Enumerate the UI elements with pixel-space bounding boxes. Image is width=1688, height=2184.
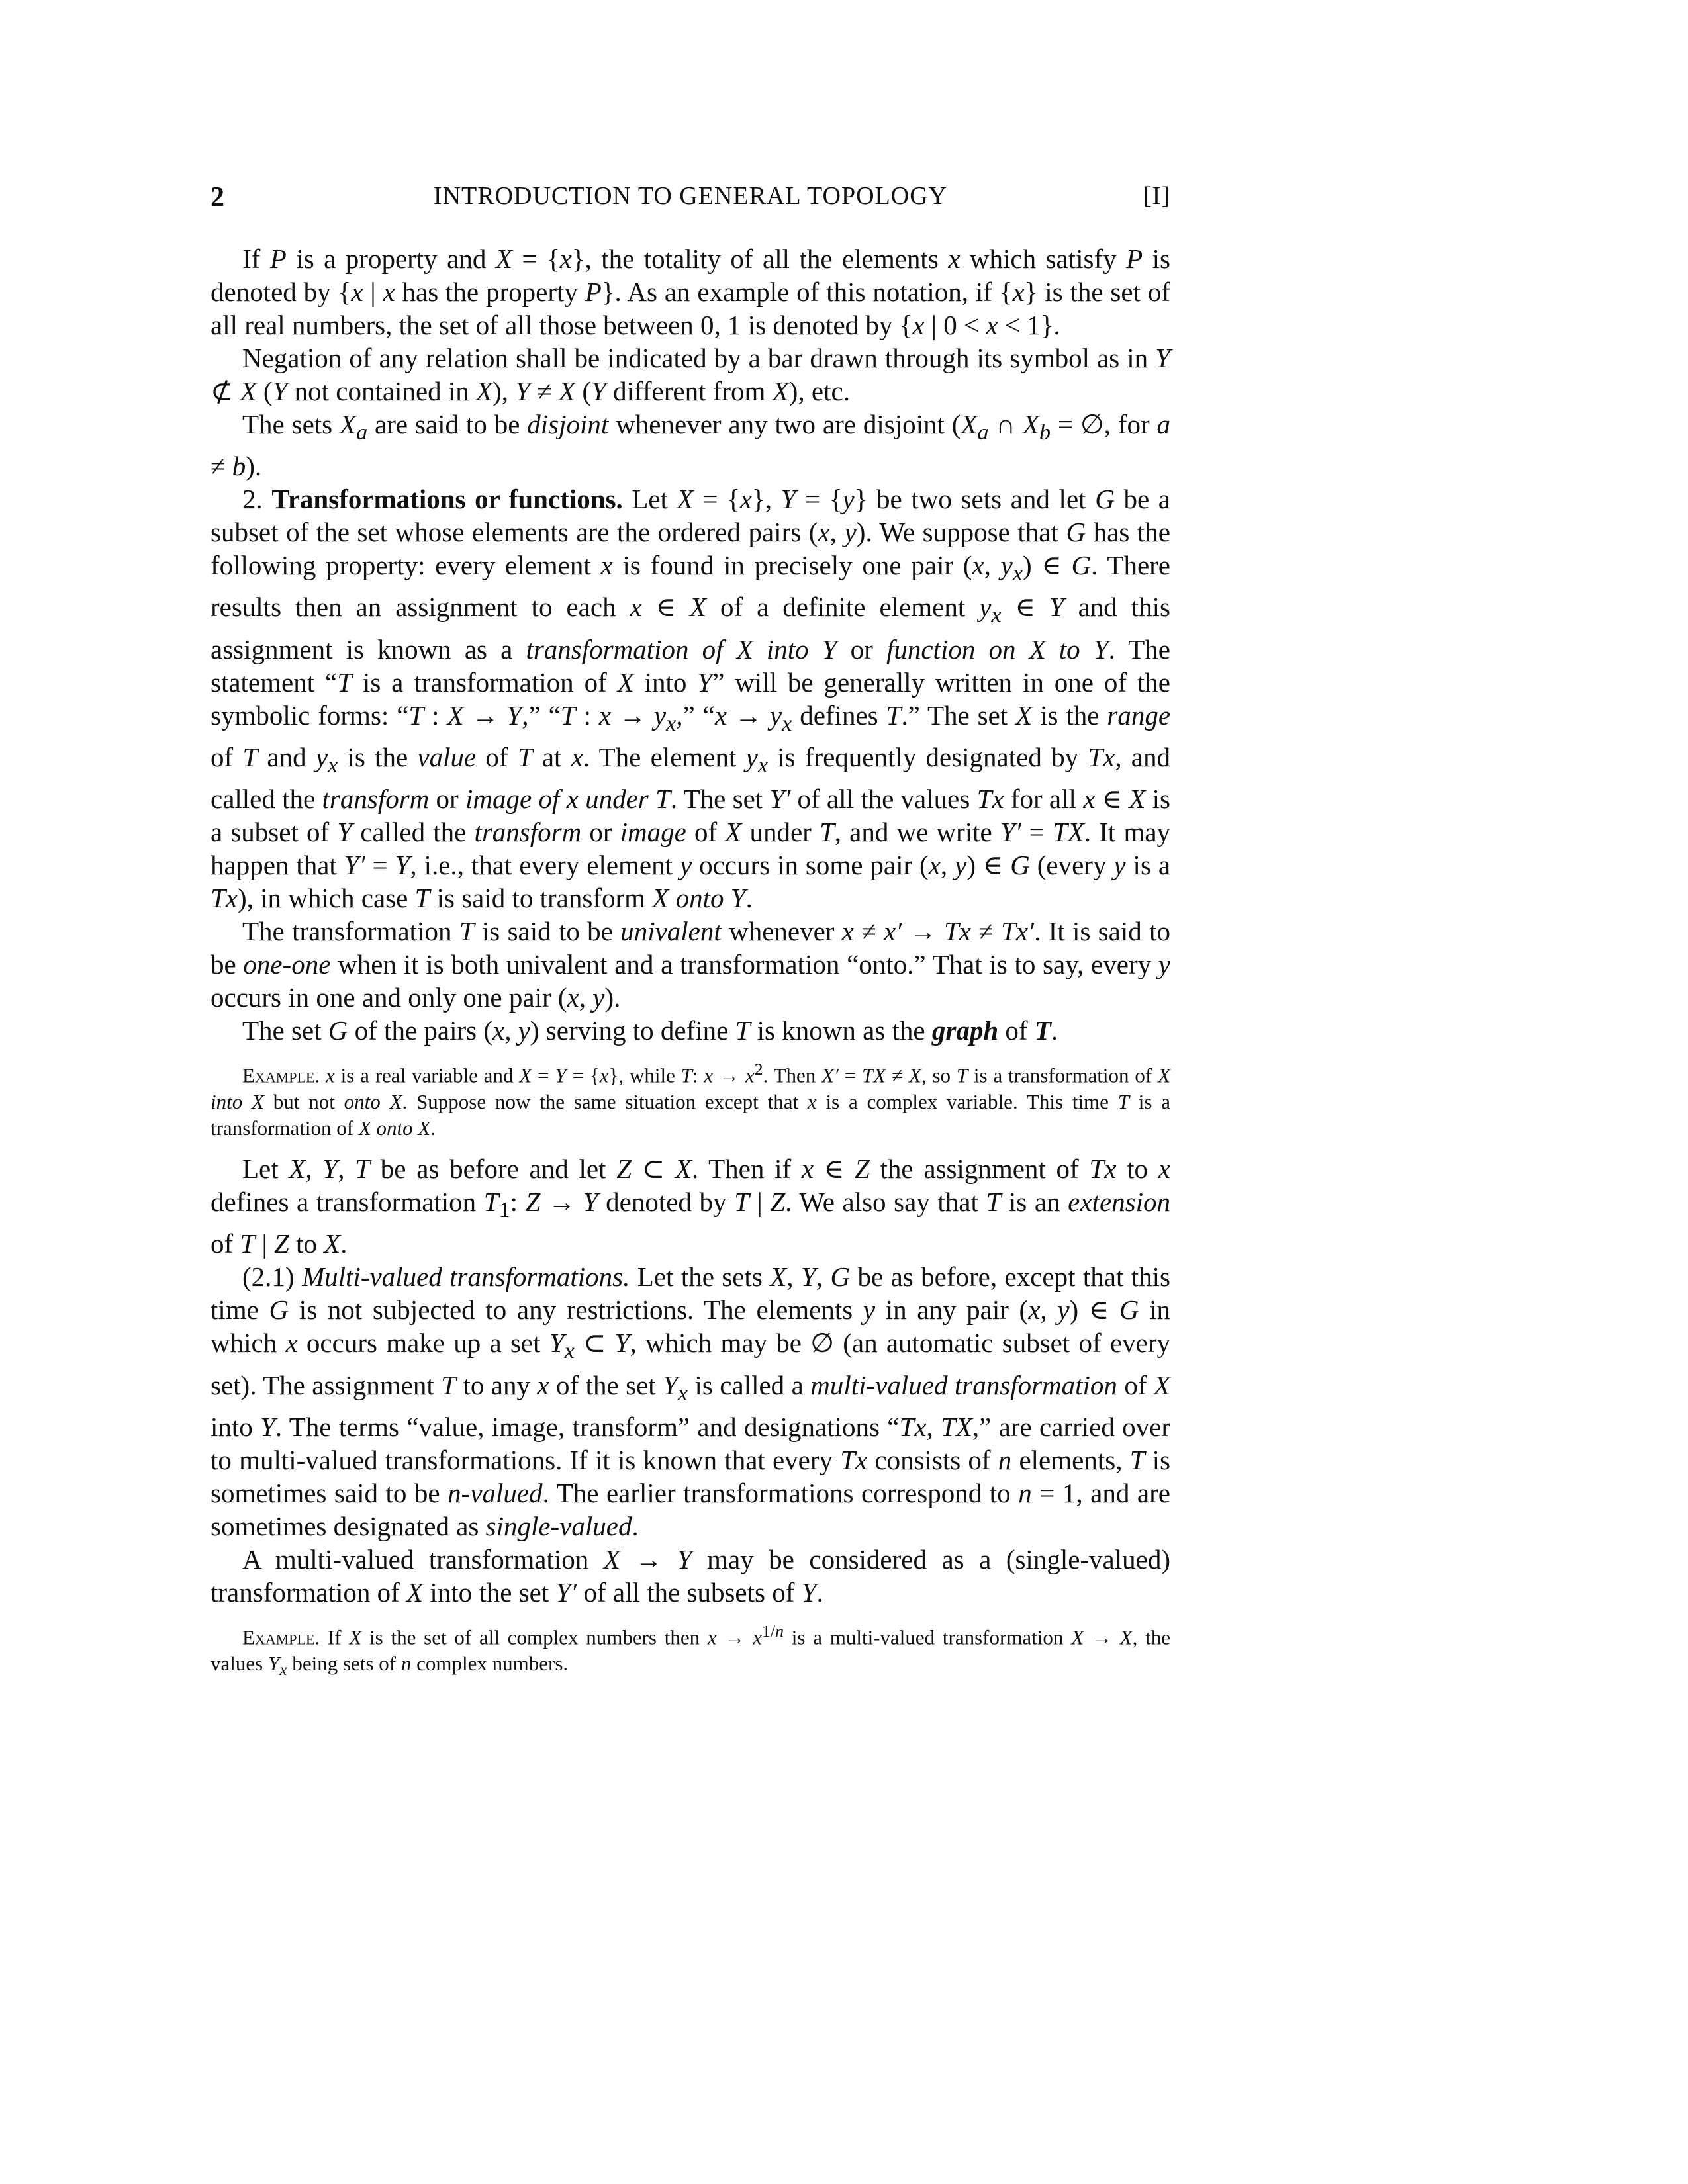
text-run: X [418, 1116, 431, 1140]
page-header [211, 181, 1170, 221]
text-run: T [680, 1064, 692, 1087]
text-run: X [725, 816, 742, 847]
text-run: x [492, 1015, 505, 1046]
text-run: T [1034, 1015, 1051, 1046]
text-run: X [240, 376, 257, 406]
text-run: X [349, 1625, 362, 1649]
text-run: Z [770, 1187, 786, 1218]
text-run: Y [614, 1328, 630, 1359]
text-run: Y [549, 1328, 565, 1359]
text-run: x [928, 849, 941, 880]
text-run: x [991, 603, 1002, 628]
text-run: x [753, 1625, 762, 1649]
text-run: Y [337, 816, 353, 847]
text-run: n [998, 1444, 1012, 1475]
text-run: x [757, 752, 768, 778]
text-run: G [830, 1261, 851, 1293]
text-run: Tx [840, 1444, 868, 1475]
text-run: T [337, 666, 353, 698]
text-run: x [600, 550, 613, 581]
text-run: y [1158, 948, 1171, 979]
paragraph: If P is a property and X = {x}, the totality of all the elements x which satisfy P is denoted by {x | x has the property P}. As an example of this notation, if {x} is the set of all real numbers, the set of all those between 0, 1 is denoted by {x | 0 < x < 1}. [211, 244, 1170, 340]
text-run: Example. [242, 1625, 320, 1649]
text-run: y [955, 849, 967, 880]
text-run: X′ [821, 1064, 839, 1087]
text-run: T [459, 915, 475, 946]
text-run: b [1039, 420, 1051, 445]
text-run: Y [322, 1154, 338, 1185]
paragraph: Let X, Y, T be as before and let Z ⊂ X. Then if x ∈ Z the assignment of Tx to x defines a transformation $T_1$: Z → Y denoted by T | Z. We also say that T is an extension of T | Z to X. [211, 1154, 1171, 1259]
text-run: a [356, 420, 368, 445]
paragraph: A multi-valued transformation X → Y may be considered as a (single-valued) transformation of X into the set Y′ of all the subsets of Y. [211, 1543, 1170, 1608]
text-run: T [242, 741, 258, 772]
text-run: 1/ [761, 1621, 776, 1641]
text-run: T [819, 816, 835, 847]
text-run: G [269, 1295, 289, 1326]
paragraph: (2.1) Multi-valued transformations. Let the sets X, Y, G be as before, except that this time G is not subjected to any restrictions. The elements y in any pair (x, y) ∈ G in which x occurs make up a set $Y_x$ ⊂ Y, which may be ∅ (an automatic subset of every set). The assignment T to any x of the set $Y_x$ is called a multi-valued transformation of X into Y. The terms “value, image, transform” and designations “Tx, TX,” are carried over to multi-valued transformations. If it is known that every Tx consists of n elements, T is sometimes said to be n-valued. The earlier transformations correspond to n = 1, and are sometimes designated as single-valued. [211, 1261, 1171, 1541]
text-run: X [603, 1543, 620, 1574]
text-run: x [818, 517, 830, 548]
text-run: P [269, 244, 287, 274]
text-run: x [1012, 277, 1025, 307]
text-run: transform [322, 783, 430, 814]
paragraph: The set G of the pairs (x, y) serving to define T is known as the graph of T. [242, 1015, 1058, 1046]
text-run: Z [273, 1228, 289, 1259]
text-run: Multi-valued transformations. [301, 1261, 630, 1293]
text-run: x [559, 244, 572, 274]
paragraph: Negation of any relation shall be indicated by a bar drawn through its symbol as in Y ⊄ X (Y not contained in X), Y ≠ X (Y different from X), etc. [211, 343, 1170, 406]
text-run: x [285, 1328, 298, 1359]
text-run: Tx [943, 915, 971, 946]
text-run: function on X to Y [886, 633, 1109, 664]
text-run: Tx [976, 783, 1004, 814]
text-run: disjoint [527, 409, 609, 439]
text-run: x [704, 1064, 714, 1087]
example-paragraph: Example. x is a real variable and X = Y = {x}, while T: $x \to x^2$. Then X′ = TX ≠ X, so T is a transformation of X into X but not onto X. Suppose now the same situation except that x is a complex variable. This time T is a transformation of X onto X. [211, 1059, 1171, 1140]
text-run: Y [515, 376, 531, 406]
text-run: G [1071, 550, 1092, 581]
text-run: T [956, 1064, 968, 1087]
text-run: y [518, 1015, 530, 1046]
text-run: n [400, 1652, 412, 1676]
text-run: T [1129, 1444, 1145, 1475]
running-title: INTRODUCTION TO GENERAL TOPOLOGY [433, 182, 948, 210]
text-run: x [599, 1064, 609, 1087]
text-run: T [560, 700, 576, 731]
example-paragraph: Example. If X is the set of all complex numbers then $x \to x^{1/n}$ is a multi-valued transformation X → X, the values $Y_x$ being sets of n complex numbers. [211, 1621, 1171, 1680]
text-run: extension [1068, 1187, 1171, 1218]
text-run: X [772, 376, 789, 406]
text-run: x [948, 244, 961, 274]
text-run: x [1083, 783, 1096, 814]
text-run: T [886, 700, 902, 731]
text-run: X [1119, 1625, 1133, 1649]
text-run: x [351, 277, 363, 307]
text-run: x [564, 1339, 575, 1364]
text-run: G [1119, 1295, 1139, 1326]
text-run: x [739, 484, 753, 515]
text-run: b [232, 451, 246, 482]
paragraph: The sets $X_a$ are said to be disjoint whenever any two are disjoint ($X_a$ ∩ $X_b$ = ∅, for a ≠ b). [211, 409, 1171, 482]
text-run: X [908, 1064, 921, 1087]
text-run: x [567, 981, 579, 1013]
text-run: x [279, 1660, 287, 1680]
text-run: x [807, 1090, 817, 1114]
text-run: x [972, 550, 984, 581]
text-run: y [842, 484, 855, 515]
text-run: X [1158, 1064, 1170, 1087]
text-run: Y′ [769, 783, 791, 814]
text-run: T [441, 1369, 457, 1400]
text-run: Y′ [344, 849, 365, 880]
text-run: Y [780, 484, 796, 515]
text-run: x [801, 1154, 814, 1185]
text-run: x [707, 1625, 717, 1649]
text-run: x [1028, 1295, 1041, 1326]
text-run: X [519, 1064, 532, 1087]
text-run: single-valued [485, 1510, 632, 1541]
text-run: T [240, 1228, 256, 1259]
text-run: X [447, 700, 464, 731]
text-run: Y [555, 1064, 567, 1087]
text-run: x [325, 1064, 335, 1087]
text-run: X [770, 1261, 787, 1293]
text-run: X [389, 1090, 402, 1114]
text-run: Y [272, 376, 288, 406]
text-run: multi-valued transformation [810, 1369, 1117, 1400]
text-run: T [986, 1187, 1002, 1218]
text-run: T [517, 741, 533, 772]
text-run: x [986, 310, 998, 340]
text-run: T [735, 1015, 751, 1046]
text-run: y [863, 1295, 876, 1326]
text-run: X [675, 1154, 692, 1185]
text-run: onto [675, 882, 724, 913]
text-run: graph [931, 1015, 999, 1046]
text-run: Y [506, 700, 522, 731]
text-run: x [666, 711, 677, 736]
text-run: X [1071, 1625, 1084, 1649]
text-run: x [537, 1369, 549, 1400]
text-run: X [476, 376, 493, 406]
text-run: X [1129, 783, 1146, 814]
text-run: x [745, 1064, 755, 1087]
text-run: transform [474, 816, 582, 847]
text-run: G [1066, 517, 1086, 548]
text-run: y [844, 517, 857, 548]
text-run: x [630, 592, 642, 623]
text-run: y [745, 741, 758, 772]
text-run: x′ [884, 915, 902, 946]
text-run: a [977, 420, 989, 445]
text-run: G [1010, 849, 1030, 880]
text-run: Tx [211, 882, 238, 913]
text-run: X [324, 1228, 341, 1259]
text-run: Y [800, 1261, 816, 1293]
paragraph: 2. Transformations or functions. Let X = {x}, Y = {y} be two sets and let G be a subset of the set whose elements are the ordered pairs (x, y). We suppose that G has the following property: every element x is found in precisely one pair (x, $y_x$) ∈ G. There results then an assignment to each x ∈ X of a definite element $y_x$ ∈ Y and this assignment is known as a transformation of X into Y or function on X to Y. The statement “T is a transformation of X into Y” will be generally written in one of the symbolic forms: “T : X → Y,” “T : $x \to y_x$,” “$x \to y_x$ defines T.” The set X is the range of T and $y_x$ is the value of T at x. The element $y_x$ is frequently designated by Tx, and called the transform or image of x under T. The set Y′ of all the values Tx for all x ∈ X is a subset of Y called the transform or image of X under T, and we write Y′ = TX. It may happen that Y′ = Y, i.e., that every element y occurs in some pair (x, y) ∈ G (every y is a Tx), in which case T is said to transform X onto Y. [211, 484, 1171, 913]
text-run: Y [677, 1543, 692, 1574]
text-run: X [690, 592, 707, 623]
text-run: y [1057, 1295, 1070, 1326]
text-run: y [592, 981, 605, 1013]
text-run: transformation of X into Y [526, 633, 837, 664]
text-run: X [495, 244, 512, 274]
text-run: Y [583, 1187, 598, 1218]
text-run: T [734, 1187, 749, 1218]
text-run: X [652, 882, 669, 913]
text-run: TX [941, 1411, 972, 1442]
text-run: G [328, 1015, 348, 1046]
text-run: image of x under T [465, 783, 671, 814]
text-run: P [1126, 244, 1143, 274]
text-run: X [289, 1154, 306, 1185]
text-run: range [1107, 700, 1171, 731]
text-run: Y [801, 1576, 817, 1608]
text-run: T [355, 1154, 371, 1185]
text-run: Y [663, 1369, 678, 1400]
text-run: 1 [498, 1198, 510, 1223]
text-run: y [769, 700, 782, 731]
text-run: TX [862, 1064, 886, 1087]
text-run: Transformations or functions. [271, 484, 623, 515]
text-run: y [1000, 550, 1013, 581]
text-run: Y [591, 376, 606, 406]
text-run: one-one [243, 948, 331, 979]
text-run: Z [525, 1187, 541, 1218]
text-run: Y [1155, 343, 1170, 373]
section-marker: [I] [1143, 182, 1170, 210]
text-run: x [714, 700, 727, 731]
text-run: TX [1053, 816, 1084, 847]
text-run: Tx [1089, 1154, 1117, 1185]
text-run: X [358, 1116, 371, 1140]
text-run: Y [1049, 592, 1064, 623]
paragraph: The transformation T is said to be univalent whenever x ≠ x′ → Tx ≠ Tx′. It is said to be one-one when it is both univalent and a transformation “onto.” That is to say, every y occurs in one and only one pair (x, y). [211, 915, 1171, 1013]
text-run: X [617, 666, 634, 698]
text-run: a [1156, 409, 1171, 439]
text-run: y [979, 592, 992, 623]
text-run: T [414, 882, 430, 913]
text-run: Y [697, 666, 713, 698]
text-run: x [383, 277, 395, 307]
text-run: 2 [754, 1059, 763, 1079]
text-run: G [1095, 484, 1115, 515]
text-run: T [1117, 1090, 1129, 1114]
text-run: univalent [620, 915, 722, 946]
text-run: X [406, 1576, 424, 1608]
text-run: n [1018, 1477, 1032, 1508]
text-run: n [775, 1621, 784, 1641]
text-run: T [408, 700, 424, 731]
text-run: Y′ [555, 1576, 577, 1608]
text-run: x [598, 700, 612, 731]
text-run: x [1012, 561, 1023, 586]
text-run: X [559, 376, 576, 406]
text-run: X [961, 409, 978, 439]
text-run: x [782, 711, 792, 736]
text-run: X [1022, 409, 1039, 439]
text-run: x [1158, 1154, 1170, 1185]
text-run: Y [395, 849, 410, 880]
text-run: X [1153, 1369, 1170, 1400]
text-run: onto [376, 1116, 413, 1140]
text-run: y [679, 849, 692, 880]
text-run: x [571, 741, 583, 772]
text-run: Y′ [1000, 816, 1021, 847]
text-run: X [340, 409, 357, 439]
text-run: x [677, 1381, 688, 1406]
page-number: 2 [211, 182, 225, 212]
text-run: value [417, 741, 477, 772]
text-run: Tx [1088, 741, 1115, 772]
text-run: x [912, 310, 925, 340]
body-text [211, 242, 1170, 1694]
text-run: y [315, 741, 328, 772]
text-run: Tx [899, 1411, 927, 1442]
text-run: Z [854, 1154, 870, 1185]
text-run: X [252, 1090, 264, 1114]
text-run: P [585, 277, 602, 307]
text-run: onto [344, 1090, 381, 1114]
text-run: Example. [242, 1064, 320, 1087]
text-run: n-valued [447, 1477, 543, 1508]
text-run: x [328, 752, 338, 778]
text-run: Z [616, 1154, 632, 1185]
text-run: Y [730, 882, 746, 913]
text-run: Y [260, 1411, 275, 1442]
text-run: x [841, 915, 854, 946]
text-run: image [620, 816, 686, 847]
text-run: T [483, 1187, 499, 1218]
text-run: into [211, 1090, 243, 1114]
text-run: X [1015, 700, 1033, 731]
text-run: y [1113, 849, 1126, 880]
text-run: Y [267, 1652, 280, 1676]
text-run: Tx′ [1001, 915, 1035, 946]
text-run: X [677, 484, 694, 515]
text-run: y [653, 700, 667, 731]
